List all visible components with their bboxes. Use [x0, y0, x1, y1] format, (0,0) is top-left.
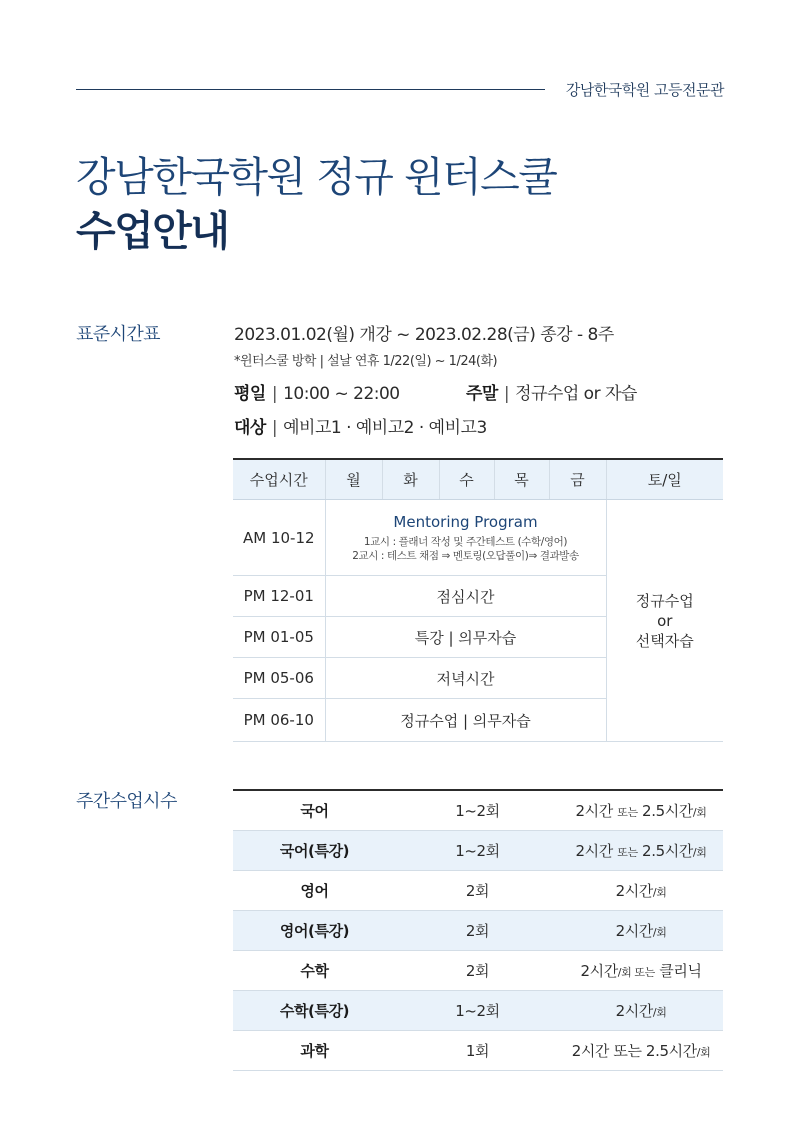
schedule-header-row	[233, 459, 723, 500]
hours-text-2: 2.5시간	[637, 842, 693, 860]
target-line: 대상 | 예비고1 · 예비고2 · 예비고3	[234, 418, 487, 438]
subject-cell: 과학	[233, 1031, 396, 1071]
hours-cell	[559, 911, 723, 951]
table-row	[233, 911, 723, 951]
mentoring-line-1: 1교시 : 플래너 작성 및 주간테스트 (수학/영어)	[363, 535, 568, 548]
table-row	[233, 951, 723, 991]
time-cell: AM 10-12	[233, 500, 325, 576]
table-row	[233, 1031, 723, 1071]
hours-small: 또는	[617, 806, 638, 819]
section-label-weekly: 주간수업시수	[76, 791, 177, 812]
subject-cell: 국어	[233, 790, 396, 831]
subject-cell: 영어(특강)	[233, 911, 396, 951]
hours-cell	[559, 831, 723, 871]
hours-cell	[559, 871, 723, 911]
weekend-line-2: or	[657, 611, 673, 630]
header-cell: 월	[325, 459, 382, 500]
page-subtitle: 수업안내	[76, 207, 229, 255]
time-cell: PM 06-10	[233, 699, 325, 742]
count-cell: 2회	[396, 951, 559, 991]
weekly-hours-table	[233, 789, 723, 1071]
weekend-line: 주말 | 정규수업 or 자습	[466, 384, 637, 404]
hours-text-2: 클리닉	[654, 962, 702, 980]
header-cell: 목	[494, 459, 549, 500]
subject-cell: 국어(특강)	[233, 831, 396, 871]
count-cell: 1~2회	[396, 831, 559, 871]
table-row	[233, 991, 723, 1031]
count-cell: 1회	[396, 1031, 559, 1071]
content-cell: 점심시간	[325, 576, 606, 617]
content-cell: 특강 | 의무자습	[325, 617, 606, 658]
mentoring-cell	[325, 500, 606, 576]
hours-text: 2시간 또는 2.5시간	[571, 1042, 697, 1060]
subject-cell: 수학(특강)	[233, 991, 396, 1031]
hours-text: 2시간	[615, 1002, 653, 1020]
weekend-line-3: 선택자습	[635, 631, 694, 650]
hours-small: /회	[652, 1006, 667, 1019]
weekend-line-1: 정규수업	[635, 591, 694, 610]
hours-cell	[559, 790, 723, 831]
hours-small: 또는	[617, 846, 638, 859]
header-cell: 화	[382, 459, 439, 500]
brand-name: 강남한국학원 고등전문관	[565, 81, 724, 99]
header-cell: 토/일	[606, 459, 723, 500]
period-text: 2023.01.02(월) 개강 ~ 2023.02.28(금) 종강 - 8주	[234, 325, 614, 345]
weekend-cell	[606, 500, 723, 742]
hours-small: /회	[652, 926, 667, 939]
weekday-line: 평일 | 10:00 ~ 22:00	[234, 384, 400, 404]
hours-text: 2시간	[615, 922, 653, 940]
table-row	[233, 871, 723, 911]
count-cell: 2회	[396, 871, 559, 911]
header-cell: 수	[439, 459, 494, 500]
weekday-label: 평일	[234, 384, 266, 404]
hours-cell	[559, 1031, 723, 1071]
hours-small: /회	[652, 886, 667, 899]
time-cell: PM 12-01	[233, 576, 325, 617]
weekday-time: 10:00 ~ 22:00	[283, 384, 400, 404]
hours-text-2: 2.5시간	[637, 802, 693, 820]
target-value: 예비고1 · 예비고2 · 예비고3	[283, 418, 487, 438]
content-cell: 정규수업 | 의무자습	[325, 699, 606, 742]
hours-small-2: /회	[692, 846, 707, 859]
table-row	[233, 790, 723, 831]
weekend-value: 정규수업 or 자습	[515, 384, 637, 404]
break-note: *윈터스쿨 방학 | 설날 연휴 1/22(일) ~ 1/24(화)	[234, 354, 498, 369]
count-cell: 1~2회	[396, 991, 559, 1031]
hours-cell	[559, 951, 723, 991]
time-cell: PM 05-06	[233, 658, 325, 699]
hours-small: /회 또는	[617, 966, 655, 979]
table-row	[233, 500, 723, 576]
count-cell: 2회	[396, 911, 559, 951]
table-row	[233, 831, 723, 871]
hours-text: 2시간	[575, 802, 618, 820]
subject-cell: 영어	[233, 871, 396, 911]
page-title: 강남한국학원 정규 윈터스쿨	[76, 153, 557, 201]
schedule-table	[233, 458, 723, 742]
hours-small-2: /회	[692, 806, 707, 819]
mentoring-line-2: 2교시 : 테스트 채점 ⇒ 멘토링(오답풀이)⇒ 결과발송	[352, 549, 579, 562]
header-cell: 금	[549, 459, 606, 500]
mentoring-title: Mentoring Program	[393, 512, 538, 531]
weekend-label: 주말	[466, 384, 498, 404]
subject-cell: 수학	[233, 951, 396, 991]
target-label: 대상	[234, 418, 266, 438]
header-rule	[76, 89, 545, 90]
hours-text: 2시간	[580, 962, 618, 980]
time-cell: PM 01-05	[233, 617, 325, 658]
content-cell: 저녁시간	[325, 658, 606, 699]
hours-text: 2시간	[615, 882, 653, 900]
header-cell: 수업시간	[233, 459, 325, 500]
hours-text: 2시간	[575, 842, 618, 860]
section-label-standard: 표준시간표	[76, 324, 160, 345]
hours-cell	[559, 991, 723, 1031]
hours-small: /회	[696, 1046, 711, 1059]
count-cell: 1~2회	[396, 790, 559, 831]
